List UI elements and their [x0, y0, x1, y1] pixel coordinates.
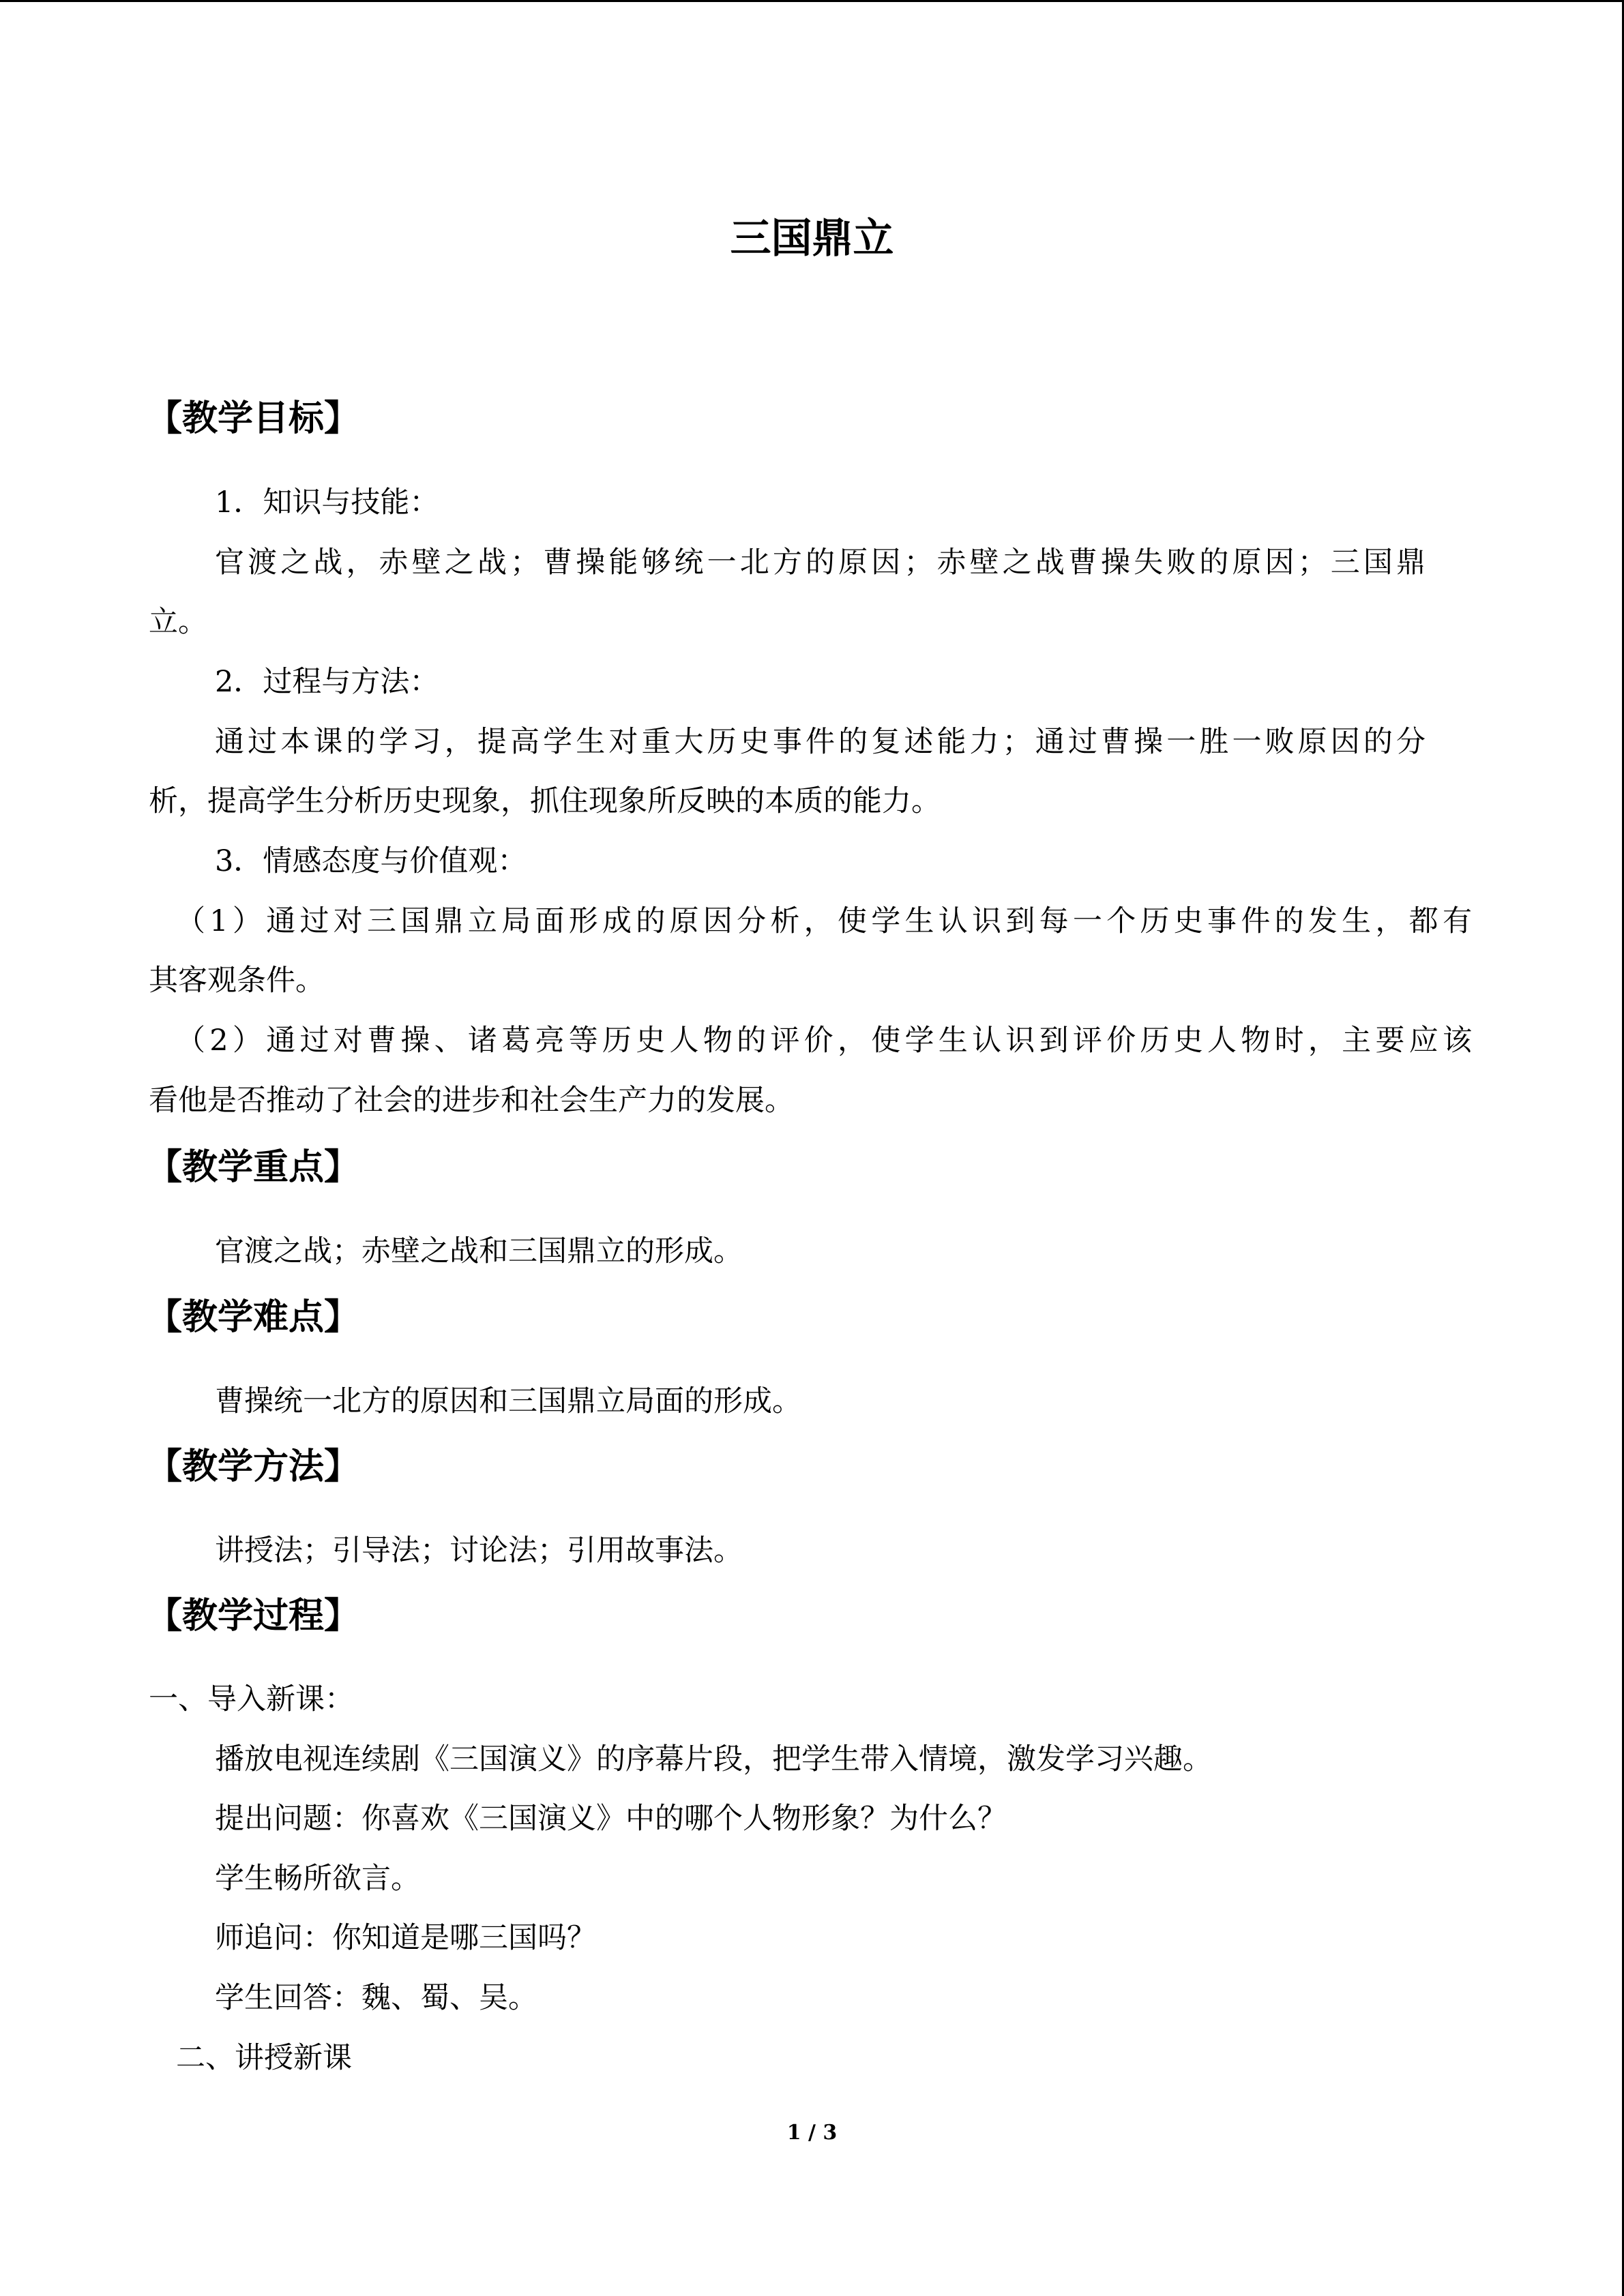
objective-1-text-line2: 立。: [149, 605, 207, 639]
objective-3-label: 3．情感态度与价值观：: [215, 844, 527, 878]
objective-1-text-line1: 官渡之战，赤壁之战；曹操能够统一北方的原因；赤壁之战曹操失败的原因；三国鼎: [215, 546, 1426, 580]
process-part1-line: 提出问题：你喜欢《三国演义》中的哪个人物形象？为什么？: [215, 1802, 1007, 1836]
process-part1-line: 学生回答：魏、蜀、吴。: [215, 1981, 537, 2015]
objective-1-label: 1．知识与技能：: [215, 486, 439, 520]
objective-3-sub1-line2: 其客观条件。: [149, 964, 325, 998]
objective-2-text-line1: 通过本课的学习，提高学生对重大历史事件的复述能力；通过曹操一胜一败原因的分: [215, 725, 1426, 759]
process-part2-title: 二、讲授新课: [176, 2041, 352, 2075]
process-part1-line: 学生畅所欲言。: [215, 1862, 420, 1896]
heading-key-points: 【教学重点】: [147, 1147, 360, 1188]
process-part1-line: 师追问：你知道是哪三国吗？: [215, 1921, 596, 1955]
objective-3-sub2-line1: （2）通过对曹操、诸葛亮等历史人物的评价，使学生认识到评价历史人物时，主要应该: [176, 1024, 1472, 1058]
difficulties-text: 曹操统一北方的原因和三国鼎立局面的形成。: [215, 1384, 801, 1418]
objective-3-sub1-line1: （1）通过对三国鼎立局面形成的原因分析，使学生认识到每一个历史事件的发生，都有: [176, 904, 1472, 938]
document-title: 三国鼎立: [730, 215, 894, 263]
key-points-text: 官渡之战；赤壁之战和三国鼎立的形成。: [215, 1234, 743, 1268]
heading-objectives: 【教学目标】: [147, 398, 360, 439]
heading-methods: 【教学方法】: [147, 1446, 360, 1487]
heading-difficulties: 【教学难点】: [147, 1297, 360, 1338]
methods-text: 讲授法；引导法；讨论法；引用故事法。: [215, 1534, 743, 1568]
process-part1-line: 播放电视连续剧《三国演义》的序幕片段，把学生带入情境，激发学习兴趣。: [215, 1742, 1212, 1776]
objective-2-label: 2．过程与方法：: [215, 665, 439, 699]
objective-2-text-line2: 析，提高学生分析历史现象，抓住现象所反映的本质的能力。: [149, 784, 941, 818]
page-number: 1 / 3: [786, 2121, 838, 2145]
objective-3-sub2-line2: 看他是否推动了社会的进步和社会生产力的发展。: [149, 1084, 794, 1118]
page-border-top: [0, 0, 1624, 2]
heading-process: 【教学过程】: [147, 1596, 360, 1637]
process-part1-title: 一、导入新课：: [149, 1682, 354, 1716]
